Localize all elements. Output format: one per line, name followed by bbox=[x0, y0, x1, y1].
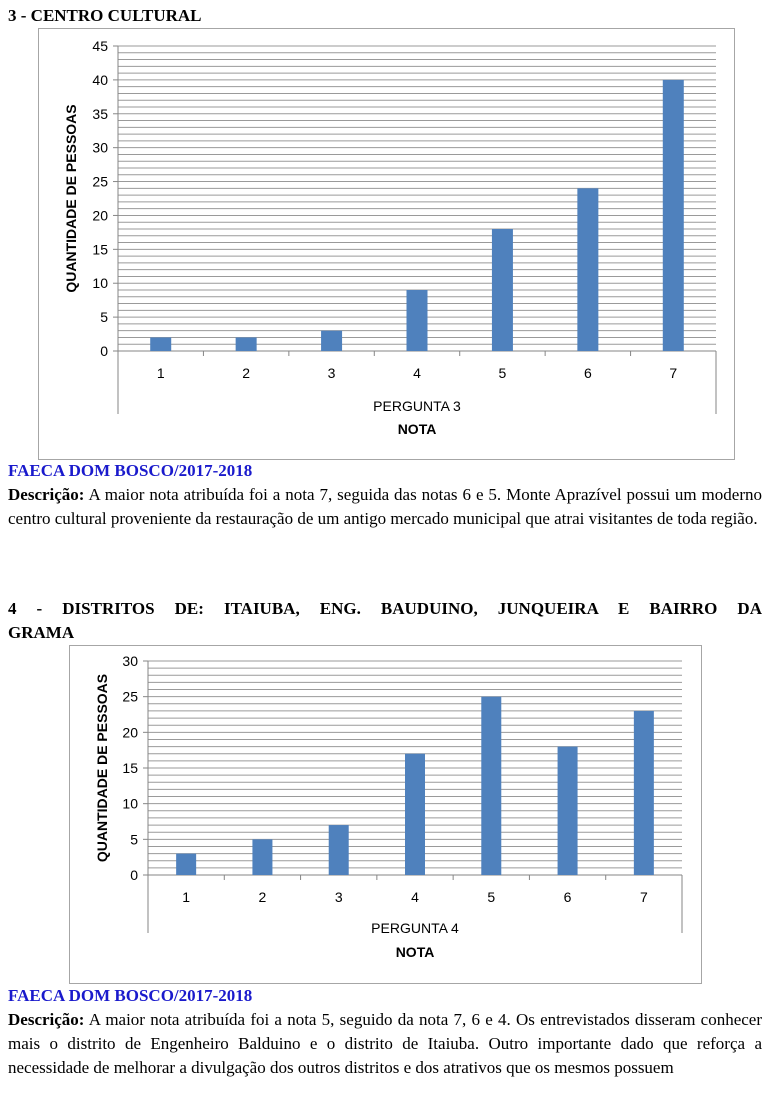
section-3-source: FAECA DOM BOSCO/2017-2018 bbox=[8, 461, 253, 480]
bar-nota-4 bbox=[405, 754, 425, 875]
y-tick-label: 20 bbox=[122, 724, 138, 741]
bar-nota-4 bbox=[407, 290, 428, 351]
x-tick-label: 3 bbox=[327, 365, 336, 381]
bar-nota-3 bbox=[329, 825, 349, 875]
y-tick-label: 45 bbox=[92, 38, 108, 54]
y-tick-label: 35 bbox=[92, 105, 108, 122]
x-tick-label: 1 bbox=[182, 889, 191, 905]
x-tick-label: 5 bbox=[487, 889, 496, 905]
bar-nota-2 bbox=[252, 839, 272, 875]
y-tick-label: 5 bbox=[130, 831, 138, 848]
x-group-label: PERGUNTA 3 bbox=[373, 398, 461, 414]
x-axis-title: NOTA bbox=[397, 421, 437, 437]
section-4-source: FAECA DOM BOSCO/2017-2018 bbox=[8, 986, 253, 1005]
y-tick-label: 30 bbox=[122, 653, 138, 669]
bar-nota-3 bbox=[321, 331, 342, 351]
section-4-heading-line1: 4 - DISTRITOS DE: ITAIUBA, ENG. BAUDUINO, JUNQUEIRA E BAIRRO DA bbox=[8, 599, 762, 618]
x-axis-title: NOTA bbox=[395, 944, 435, 960]
y-tick-label: 40 bbox=[92, 71, 108, 88]
x-tick-label: 5 bbox=[498, 365, 507, 381]
y-tick-label: 25 bbox=[92, 173, 108, 190]
x-tick-label: 7 bbox=[639, 889, 648, 905]
chart-1 bbox=[39, 29, 734, 459]
y-axis-title: QUANTIDADE DE PESSOAS bbox=[94, 673, 110, 863]
y-tick-label: 25 bbox=[122, 688, 138, 705]
x-tick-label: 2 bbox=[242, 365, 251, 381]
bar-nota-5 bbox=[492, 229, 513, 351]
x-tick-label: 6 bbox=[563, 889, 572, 905]
x-tick-label: 3 bbox=[334, 889, 343, 905]
section-3-description-text: A maior nota atribuída foi a nota 7, seguida das notas 6 e 5. Monte Aprazível possui um moderno centro cultural proveniente da restauração de um antigo mercado municipal que atrai visitantes de toda região. bbox=[8, 485, 762, 528]
y-tick-label: 15 bbox=[92, 241, 108, 258]
x-tick-label: 6 bbox=[583, 365, 592, 381]
bar-nota-5 bbox=[481, 697, 501, 875]
y-tick-label: 30 bbox=[92, 139, 108, 156]
section-4-description bbox=[8, 1008, 762, 1080]
section-3-heading: 3 - CENTRO CULTURAL bbox=[8, 6, 202, 25]
bar-nota-6 bbox=[577, 188, 598, 351]
y-tick-label: 5 bbox=[100, 309, 108, 326]
section-4-description-label: Descrição: bbox=[8, 1010, 85, 1029]
y-tick-label: 10 bbox=[92, 275, 108, 292]
y-axis-title: QUANTIDADE DE PESSOAS bbox=[63, 104, 79, 293]
bar-nota-2 bbox=[236, 337, 257, 351]
bar-nota-1 bbox=[150, 337, 171, 351]
y-tick-label: 0 bbox=[130, 867, 138, 883]
y-tick-label: 15 bbox=[122, 760, 138, 776]
x-tick-label: 1 bbox=[156, 365, 165, 381]
section-4-description-text: A maior nota atribuída foi a nota 5, seguido da nota 7, 6 e 4. Os entrevistados disseram conhecer mais o distrito de Engenheiro Balduino e o distrito de Itaiuba. Outro importante dado que reforça a necessidade de melhorar a divulgação dos outros distritos e dos atrativos que os mesmos possuem bbox=[8, 1010, 762, 1077]
bar-nota-1 bbox=[176, 854, 196, 875]
section-3-description-label: Descrição: bbox=[8, 485, 85, 504]
y-tick-label: 20 bbox=[92, 207, 108, 224]
section-3-description bbox=[8, 483, 762, 531]
chart-2 bbox=[70, 646, 701, 983]
y-tick-label: 10 bbox=[122, 795, 138, 812]
x-tick-label: 7 bbox=[669, 365, 678, 381]
bar-nota-6 bbox=[558, 747, 578, 875]
x-tick-label: 4 bbox=[413, 365, 421, 381]
chart-1-frame bbox=[38, 28, 735, 460]
y-tick-label: 0 bbox=[100, 343, 108, 359]
section-4-heading-line2: GRAMA bbox=[8, 623, 75, 642]
x-tick-label: 2 bbox=[258, 889, 267, 905]
chart-2-frame bbox=[69, 645, 702, 984]
x-group-label: PERGUNTA 4 bbox=[371, 920, 459, 936]
bar-nota-7 bbox=[634, 711, 654, 875]
x-tick-label: 4 bbox=[411, 889, 419, 905]
bar-nota-7 bbox=[663, 80, 684, 351]
